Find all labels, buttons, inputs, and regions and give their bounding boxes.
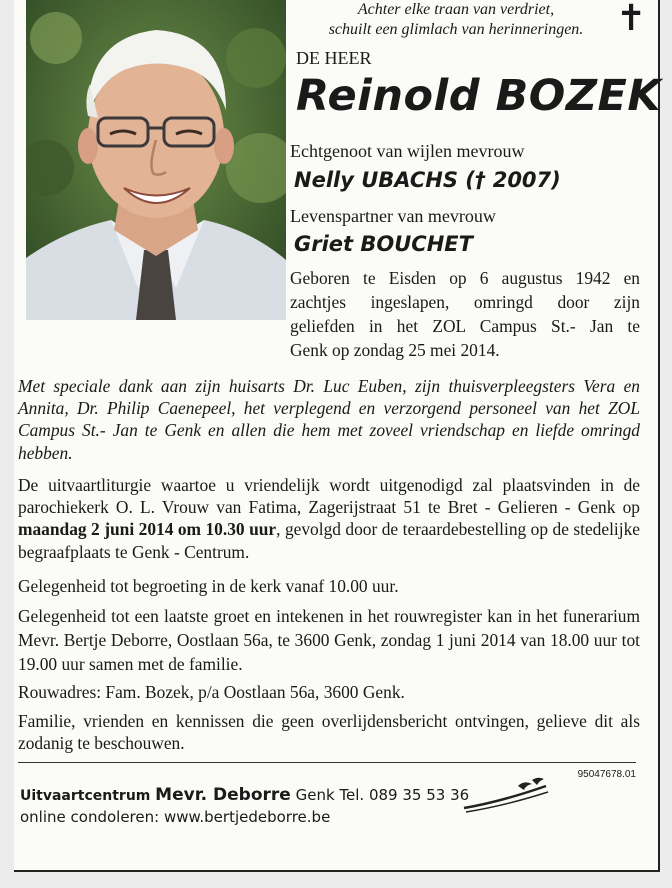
partner-name: Griet BOUCHET [294,232,473,256]
mourning-address: Rouwadres: Fam. Bozek, p/a Oostlaan 56a, 3600 Genk. [18,682,405,702]
funeral-date-time: maandag 2 juni 2014 om 10.30 uur [18,519,277,540]
cross-icon: ✝ [616,0,647,38]
online-condolence-line [20,808,330,826]
deceased-name: Reinold BOZEK [296,71,662,121]
company-name: Mevr. Deborre [155,785,291,805]
birds-logo-icon [460,776,552,821]
portrait-illustration [26,0,286,320]
quote-line-2: schuilt een glimlach van herinneringen. [328,21,584,38]
company-city-tel: Genk Tel. 089 35 53 36 [295,786,470,804]
funeral-home-line [20,785,469,805]
online-label: online condoleren: [20,808,160,826]
footer-divider [18,762,636,763]
birth-death-line: zachtjes ingeslapen, omringd door zijn [290,292,640,312]
family-note: Familie, vrienden en kennissen die geen overlijdensbericht ontvingen, gelieve dit als zodanig te beschouwen. [18,711,640,754]
ad-code: 95047678.01 [577,769,636,780]
thanks-paragraph: Met speciale dank aan zijn huisarts Dr. Luc Euben, zijn thuisverpleegsters Vera en Annita, Dr. Philip Caenepeel, het verplegend en verzorgend personeel van het ZOL Campus St.- Jan te Genk en allen die hem met zoveel vriendschap en liefde omringd hebben. [18,376,640,463]
quote-line-1: Achter elke traan van verdriet, [357,1,555,18]
company-prefix: Uitvaartcentrum [20,788,151,804]
obituary-card [14,0,660,872]
birth-death-block [290,266,640,362]
spouse-intro: Echtgenoot van wijlen mevrouw [290,141,525,161]
partner-intro: Levenspartner van mevrouw [290,206,496,226]
spouse-name: Nelly UBACHS († 2007) [294,168,561,192]
funeral-text-1: De uitvaartliturgie waartoe u vriendelijk wordt uitgenodigd zal plaatsvinden in de parochiekerk O. L. Vrouw van Fatima, Zagerijstraat 51 te Bret - Gelieren - Genk op [18,475,640,518]
birth-death-line: Genk op zondag 25 mei 2014. [290,340,500,360]
funeral-text-2: , gevolgd door de teraardebestelling op de stedelijke begraafplaats te Genk - Centrum. [18,519,641,562]
church-greeting: Gelegenheid tot begroeting in de kerk vanaf 10.00 uur. [18,576,399,596]
birth-death-line: Geboren te Eisden op 6 augustus 1942 en [290,268,640,288]
title-prefix: DE HEER [296,48,372,68]
website-link[interactable]: www.bertjedeborre.be [163,808,331,826]
portrait-photo [26,0,286,320]
birth-death-line: geliefden in het ZOL Campus St.- Jan te [290,316,640,336]
funeral-paragraph [18,474,640,563]
last-greeting: Gelegenheid tot een laatste groet en intekenen in het rouwregister kan in het funerarium Mevr. Bertje Deborre, Oostlaan 56a, te 3600 Genk, zondag 1 juni 2014 van 18.00 uur tot 19.00 uur samen met de familie. [18,606,640,674]
